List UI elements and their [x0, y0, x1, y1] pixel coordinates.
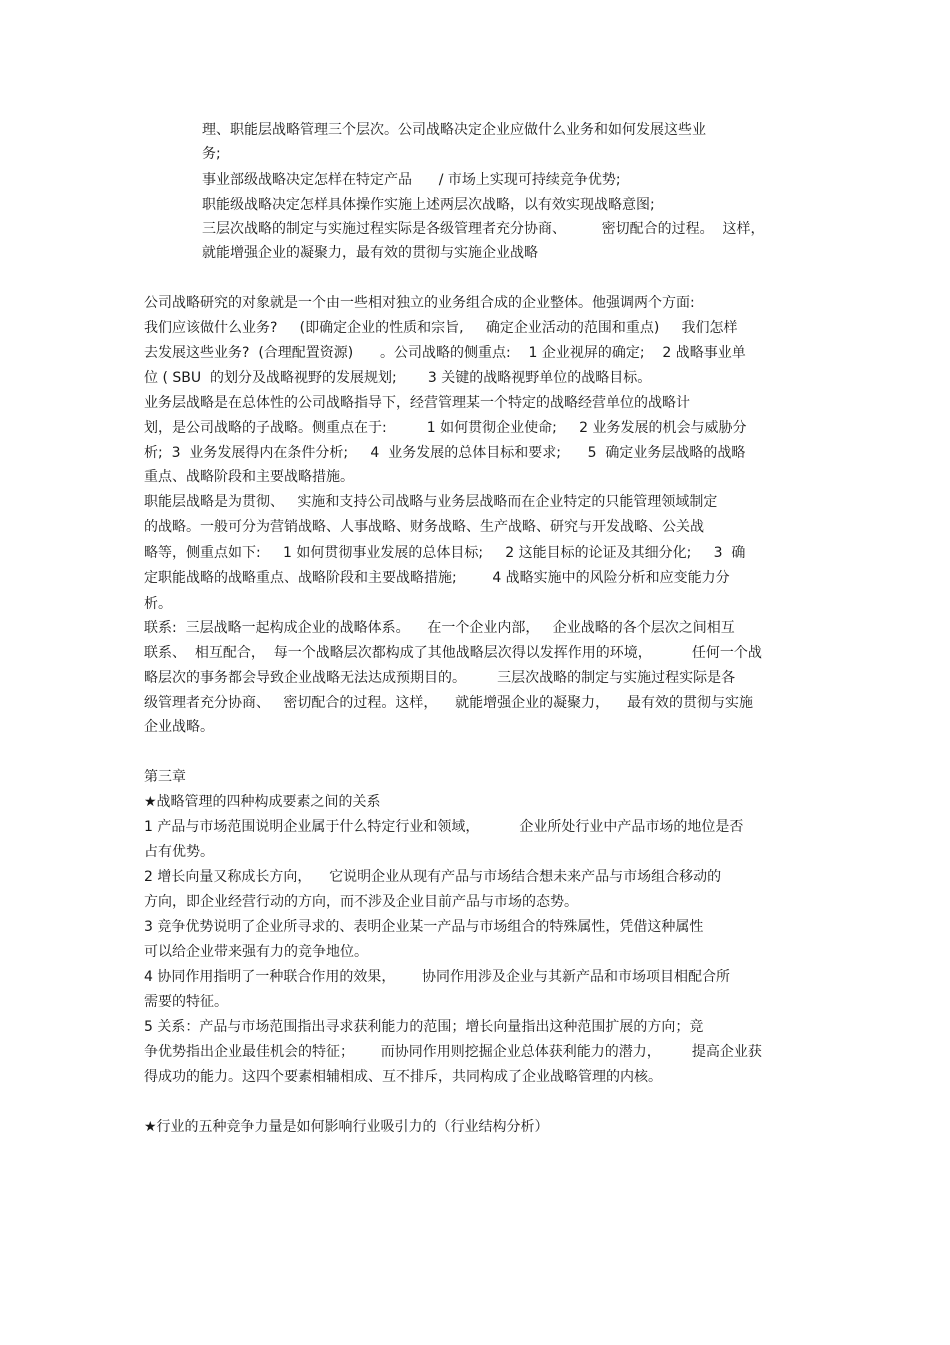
- text-line: 重点、战略阶段和主要战略措施。: [144, 469, 354, 485]
- text-line: 可以给企业带来强有力的竞争地位。: [144, 944, 368, 960]
- text-line: 联系、 相互配合， 每一个战略层次都构成了其他战略层次得以发挥作用的环境， 任何一个战: [144, 645, 762, 661]
- text-line: 位 ( SBU 的划分及战略视野的发展规划; 3 关键的战略视野单位的战略目标。: [144, 370, 652, 386]
- text-line: 4 协同作用指明了一种联合作用的效果， 协同作用涉及企业与其新产品和市场项目相配合所: [144, 969, 731, 985]
- text-line: 定职能战略的战略重点、战略阶段和主要战略措施; 4 战略实施中的风险分析和应变能力分: [144, 570, 730, 586]
- section-heading: ★行业的五种竞争力量是如何影响行业吸引力的（行业结构分析）: [144, 1119, 549, 1135]
- text-line: 1 产品与市场范围说明企业属于什么特定行业和领域， 企业所处行业中产品市场的地位是否: [144, 819, 744, 835]
- text-line: 联系: 三层战略一起构成企业的战略体系。 在一个企业内部， 企业战略的各个层次之间相互: [144, 620, 735, 636]
- chapter-heading: 第三章: [144, 769, 186, 785]
- text-line: 5 关系：产品与市场范围指出寻求获利能力的范围；增长向量指出这种范围扩展的方向；竞: [144, 1019, 704, 1035]
- text-line: 务;: [202, 146, 221, 162]
- text-line: 三层次战略的制定与实施过程实际是各级管理者充分协商、 密切配合的过程。 这样，: [202, 221, 765, 237]
- text-line: 争优势指出企业最佳机会的特征； 而协同作用则挖掘企业总体获利能力的潜力， 提高企业获: [144, 1044, 762, 1060]
- text-line: 企业战略。: [144, 719, 214, 735]
- text-line: 的战略。一般可分为营销战略、人事战略、财务战略、生产战略、研究与开发战略、公关战: [144, 519, 704, 535]
- text-line: 公司战略研究的对象就是一个由一些相对独立的业务组合成的企业整体。他强调两个方面:: [144, 295, 695, 311]
- text-line: 级管理者充分协商、 密切配合的过程。这样， 就能增强企业的凝聚力， 最有效的贯彻与实施: [144, 695, 753, 711]
- text-line: 职能级战略决定怎样具体操作实施上述两层次战略，以有效实现战略意图;: [202, 197, 655, 213]
- text-line: 3 竞争优势说明了企业所寻求的、表明企业某一产品与市场组合的特殊属性，凭借这种属性: [144, 919, 704, 935]
- text-line: 得成功的能力。这四个要素相辅相成、互不排斥，共同构成了企业战略管理的内核。: [144, 1069, 662, 1085]
- text-line: 划，是公司战略的子战略。侧重点在于: 1 如何贯彻企业使命; 2 业务发展的机会与威胁分: [144, 420, 747, 436]
- text-line: 略等，侧重点如下: 1 如何贯彻事业发展的总体目标; 2 这能目标的论证及其细分化; 3 确: [144, 545, 746, 561]
- text-line: 事业部级战略决定怎样在特定产品 / 市场上实现可持续竞争优势;: [202, 172, 621, 188]
- text-line: 职能层战略是为贯彻、 实施和支持公司战略与业务层战略而在企业特定的只能管理领域制定: [144, 494, 718, 510]
- text-line: 略层次的事务都会导致企业战略无法达成预期目的。 三层次战略的制定与实施过程实际是各: [144, 670, 736, 686]
- text-line: 方向，即企业经营行动的方向，而不涉及企业目前产品与市场的态势。: [144, 894, 578, 910]
- text-line: 2 增长向量又称成长方向， 它说明企业从现有产品与市场结合想未来产品与市场组合移动的: [144, 869, 722, 885]
- text-line: 理、职能层战略管理三个层次。公司战略决定企业应做什么业务和如何发展这些业: [202, 122, 706, 138]
- text-line: 就能增强企业的凝聚力，最有效的贯彻与实施企业战略: [202, 245, 538, 261]
- text-line: 析。: [144, 596, 172, 612]
- text-line: 业务层战略是在总体性的公司战略指导下，经营管理某一个特定的战略经营单位的战略计: [144, 395, 690, 411]
- text-line: 去发展这些业务? (合理配置资源) 。公司战略的侧重点: 1 企业视屏的确定; 2 战略事业单: [144, 345, 746, 361]
- text-line: 占有优势。: [144, 844, 214, 860]
- text-line: 需要的特征。: [144, 994, 228, 1010]
- text-line: 我们应该做什么业务? (即确定企业的性质和宗旨, 确定企业活动的范围和重点) 我们怎样: [144, 320, 738, 336]
- text-line: 析; 3 业务发展得内在条件分析; 4 业务发展的总体目标和要求; 5 确定业务层战略的战略: [144, 445, 746, 461]
- section-heading: ★战略管理的四种构成要素之间的关系: [144, 794, 381, 810]
